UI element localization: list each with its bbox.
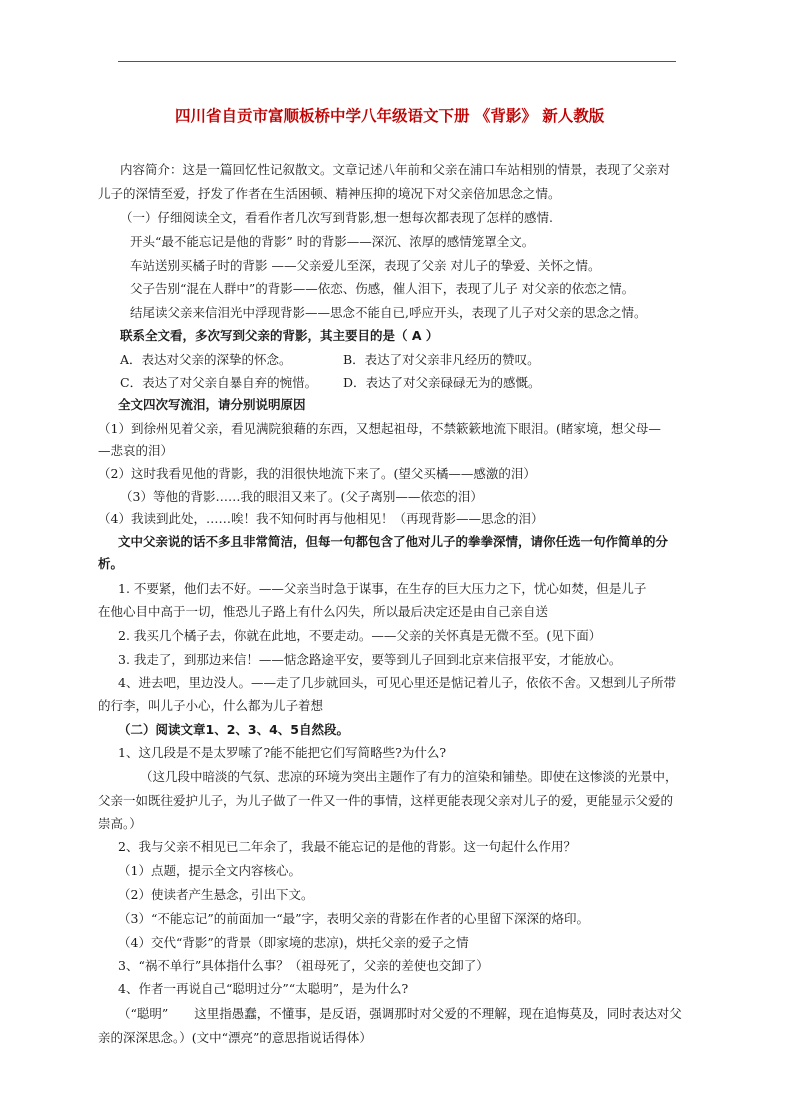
part2-answer-2-item-1: （1）点题，提示全文内容核心。 <box>118 863 301 878</box>
part2-question-2: 2、我与父亲不相见已二年余了，我最不能忘记的是他的背影。这一句起什么作用？ <box>118 839 576 854</box>
part2-answer-1-line-3: 崇高。） <box>98 816 142 831</box>
question-main-purpose: 联系全文看，多次写到父亲的背影，其主要目的是（ A ） <box>120 328 439 343</box>
back-view-item-2: 车站送别买橘子时的背影 ——父亲爱儿至深，表现了父亲 对儿子的挚爱、关怀之情。 <box>130 258 601 273</box>
tears-item-3: （3）等他的背影……我的眼泪又来了。(父子离别——依恋的泪） <box>120 489 483 504</box>
father-words-heading-line-1: 文中父亲说的话不多且非常简洁，但每一句都包含了他对儿子的拳拳深情，请你任选一句作简单的分 <box>118 534 669 549</box>
tears-heading: 全文四次写流泪，请分别说明原因 <box>118 397 306 412</box>
intro-line-1: 内容简介：这是一篇回忆性记叙散文。文章记述八年前和父亲在浦口车站相别的情景，表现了父亲对 <box>120 162 671 177</box>
father-words-2: 2. 我买几个橘子去，你就在此地，不要走动。——父亲的关怀真是无微不至。(见下面） <box>118 628 602 643</box>
answer-4-explanation: 这里指愚蠢，不懂事，是反语，强调那时对父爱的不理解，现在追悔莫及，同时表达对父 <box>194 1006 682 1021</box>
part2-answer-2-item-4: （4）交代“背影”的背景（即家境的悲凉)，烘托父亲的爱子之情 <box>118 935 469 950</box>
part2-answer-4-line-2: 亲的深深思念。）(文中“漂亮”的意思指说话得体） <box>98 1030 372 1045</box>
father-words-4-line-2: 的行李，叫儿子小心，什么都为儿子着想 <box>98 698 324 713</box>
option-d: D．表达了对父亲碌碌无为的感慨。 <box>343 375 541 390</box>
father-words-1-line-1: 1. 不要紧，他们去不好。——父亲当时急于谋事，在生存的巨大压力之下，忧心如焚，但是儿子 <box>118 581 647 596</box>
option-a: A．表达对父亲的深挚的怀念。 <box>120 352 292 367</box>
options-row-2 <box>120 375 680 391</box>
part2-answer-2-item-3: （3）“不能忘记”的前面加一“最”字，表明父亲的背影在作者的心里留下深深的烙印。 <box>118 911 590 926</box>
father-words-1-line-2: 在他心目中高于一切，惟恐儿子路上有什么闪失，所以最后决定还是由自己亲自送 <box>98 604 549 619</box>
part2-question-1: 1、这几段是不是太罗嗦了?能不能把它们写简略些?为什么? <box>118 745 447 760</box>
back-view-item-1: 开头“最不能忘记是他的背影” 时的背影——深沉、浓厚的感情笼罩全文。 <box>130 234 535 249</box>
part2-answer-1-line-2: 父亲一如既往爱护儿子，为儿子做了一件又一件的事情，这样更能表现父亲对儿子的爱，更能显示父爱的 <box>98 793 674 808</box>
part2-answer-1-line-1: （这几段中暗淡的气氛、悲凉的环境为突出主题作了有力的渲染和铺垫。即使在这惨淡的光景中， <box>140 769 678 784</box>
tears-item-2: （2）这时我看见他的背影，我的泪很快地流下来了。(望父买橘——感激的泪） <box>98 466 536 481</box>
part2-heading: （二）阅读文章1、2、3、4、5自然段。 <box>118 722 349 737</box>
back-view-item-4: 结尾读父亲来信泪光中浮现背影——思念不能自已,呼应开头，表现了儿子对父亲的思念之情。 <box>130 305 647 320</box>
father-words-3: 3. 我走了，到那边来信！——惦念路途平安，要等到儿子回到北京来信报平安，才能放心。 <box>118 652 622 667</box>
part2-question-4: 4、作者一再说自己“聪明过分”“太聪明”，是为什么? <box>118 981 409 996</box>
intro-line-2: 儿子的深情至爱，抒发了作者在生活困顿、精神压抑的境况下对父亲倍加思念之情。 <box>98 186 561 201</box>
father-words-heading-line-2: 析。 <box>98 556 124 571</box>
tears-item-4: （4）我读到此处，……唉！我不知何时再与他相见！（再现背影——思念的泪） <box>98 511 544 526</box>
document-title: 四川省自贡市富顺板桥中学八年级语文下册 《背影》 新人教版 <box>175 107 605 125</box>
part2-question-3: 3、“祸不单行”具体指什么事？（祖母死了，父亲的差使也交卸了） <box>118 958 489 973</box>
part1-heading: （一）仔细阅读全文，看看作者几次写到背影,想一想每次都表现了怎样的感情. <box>120 210 553 225</box>
tears-item-1-line-2: —悲哀的泪） <box>98 443 174 458</box>
back-view-item-3: 父子告别“混在人群中”的背影——依恋、伤感，催人泪下，表现了儿子 对父亲的依恋之情。 <box>130 281 635 296</box>
answer-4-keyword: （“聪明” <box>118 1006 169 1021</box>
option-b: B．表达了对父亲非凡经历的赞叹。 <box>343 352 540 367</box>
header-rule <box>118 61 676 62</box>
tears-item-1-line-1: （1）到徐州见着父亲，看见满院狼藉的东西，又想起祖母，不禁簌簌地流下眼泪。(睹家境，想父母— <box>98 421 661 436</box>
options-row-1 <box>120 352 680 368</box>
father-words-4-line-1: 4、进去吧，里边没人。——走了几步就回头，可见心里还是惦记着儿子，依依不舍。又想到儿子所带 <box>118 675 676 690</box>
option-c: C．表达了对父亲自暴自弃的惋惜。 <box>120 375 318 390</box>
part2-answer-2-item-2: （2）使读者产生悬念，引出下文。 <box>118 887 314 902</box>
part2-answer-4-line-1 <box>118 1006 682 1022</box>
